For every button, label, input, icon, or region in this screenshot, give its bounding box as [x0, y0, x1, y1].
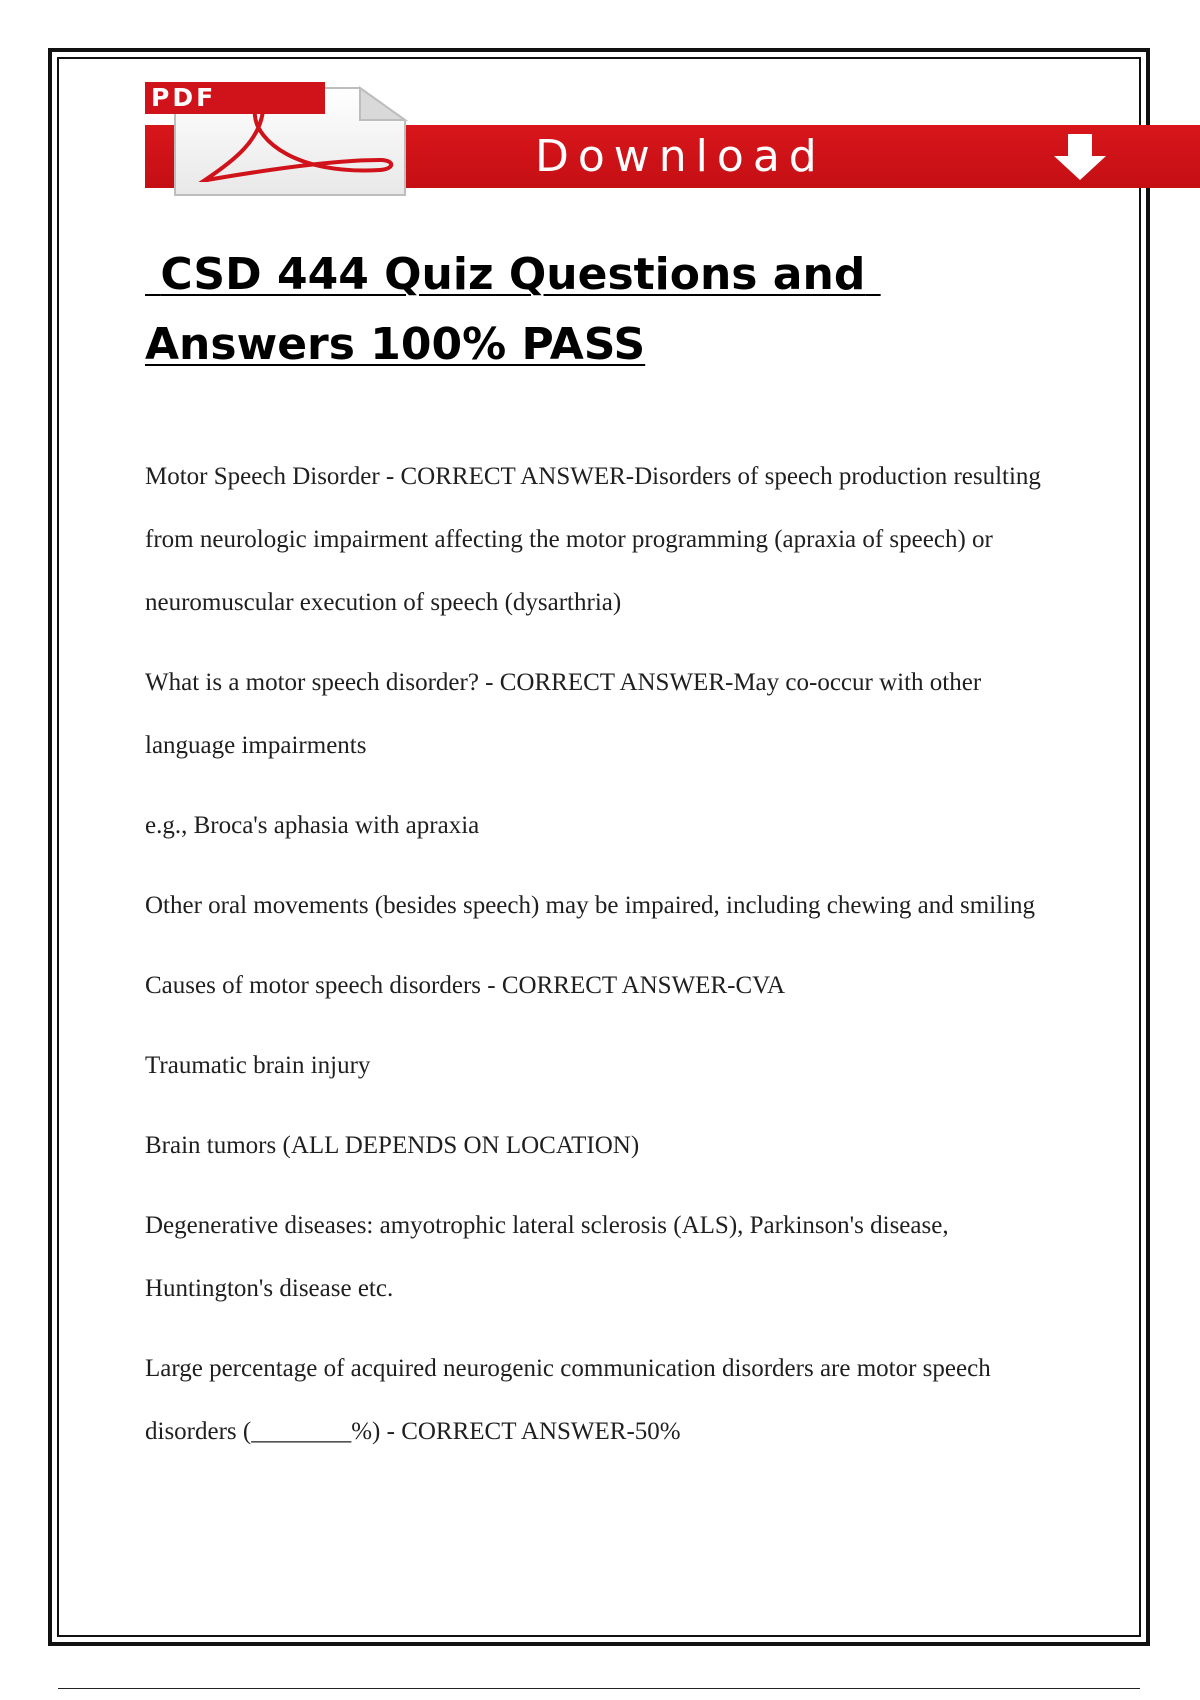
pdf-label: PDF	[151, 83, 217, 112]
paragraph: Other oral movements (besides speech) may be impaired, including chewing and smiling	[145, 892, 1036, 919]
paragraph: Brain tumors (ALL DEPENDS ON LOCATION)	[145, 1132, 640, 1159]
paragraph: Large percentage of acquired neurogenic communication disorders are motor speech disorders (________%) - CORRECT ANSWER-50%	[145, 1355, 991, 1445]
paragraph: Motor Speech Disorder - CORRECT ANSWER-Disorders of speech production resulting from neurologic impairment affecting the motor programming (apraxia of speech) or neuromuscular execution of speech (dysarthria)	[145, 463, 1041, 616]
paragraph: e.g., Broca's aphasia with apraxia	[145, 812, 480, 839]
download-label: Download	[535, 131, 826, 182]
paragraph: Degenerative diseases: amyotrophic lateral sclerosis (ALS), Parkinson's disease, Huntington's disease etc.	[145, 1212, 949, 1302]
paragraph: Traumatic brain injury	[145, 1052, 371, 1079]
bottom-divider	[58, 1688, 1140, 1689]
document-title-text: CSD 444 Quiz Questions and Answers 100% PASS	[145, 249, 881, 370]
paragraph: Causes of motor speech disorders - CORRECT ANSWER-CVA	[145, 972, 786, 999]
download-arrow-icon	[1050, 130, 1110, 184]
document-title	[145, 240, 1045, 380]
document-body	[145, 445, 1065, 1480]
paragraph: What is a motor speech disorder? - CORRECT ANSWER-May co-occur with other language impairments	[145, 669, 982, 759]
pdf-download-banner[interactable]	[145, 80, 1200, 200]
